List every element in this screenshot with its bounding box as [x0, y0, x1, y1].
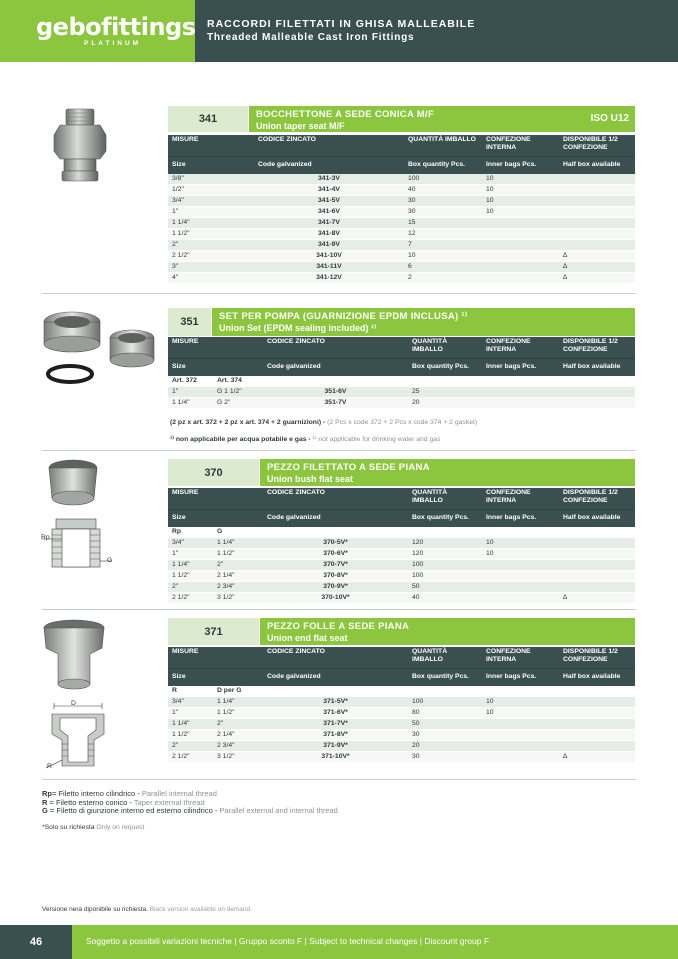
table-row — [168, 218, 635, 229]
article-code-cell: 370-9V* — [263, 582, 408, 593]
thread-label-g: G — [107, 557, 113, 564]
table-cell: 120 — [408, 549, 482, 560]
table-cell — [559, 207, 635, 218]
col-code-it: CODICE ZINCATO — [254, 135, 404, 156]
table-row — [168, 398, 635, 409]
col-inner-it: CONFEZIONE INTERNA — [482, 337, 559, 358]
table-cell: 50 — [408, 719, 482, 730]
union-end-image — [40, 618, 108, 694]
table-row — [168, 229, 635, 240]
divider — [42, 609, 636, 610]
col-half-it: DISPONIBILE 1/2 CONFEZIONE — [559, 647, 635, 668]
table-cell: 40 — [408, 593, 482, 604]
table-cell — [482, 218, 559, 229]
legend-key: Rp — [42, 789, 52, 798]
table-cell: 100 — [408, 571, 482, 582]
subhead-2: G — [213, 527, 263, 538]
legend-english: Parallel external and internal thread — [219, 806, 338, 815]
article-code-cell: 341-7V — [254, 218, 404, 229]
article-code-cell: 371-7V* — [263, 719, 408, 730]
table-cell: 10 — [482, 697, 559, 708]
table-cell: 3 1/2" — [213, 593, 263, 604]
table-cell: 10 — [482, 207, 559, 218]
table-cell: 3" — [168, 262, 254, 273]
table-row — [168, 387, 635, 398]
page-footer — [0, 925, 678, 959]
col-box-it: QUANTITÀ IMBALLO — [408, 488, 482, 509]
table-cell: ∆ — [559, 251, 635, 262]
col-inner-it: CONFEZIONE INTERNA — [482, 647, 559, 668]
set-composition-note — [170, 419, 477, 426]
article-code-cell: 341-6V — [254, 207, 404, 218]
table-cell: ∆ — [559, 262, 635, 273]
col-box-en: Box quantity Pcs. — [404, 156, 482, 174]
article-code-cell: 341-3V — [254, 174, 404, 185]
table-cell: 1 1/4" — [168, 398, 213, 409]
table-cell: 1" — [168, 549, 213, 560]
col-code-en: Code galvanized — [263, 358, 408, 376]
table-row — [168, 560, 635, 571]
table-cell: 80 — [408, 708, 482, 719]
legend-item-g — [42, 807, 338, 816]
table-cell — [559, 229, 635, 240]
thread-label-r: R — [47, 763, 52, 770]
table-cell: 30 — [404, 207, 482, 218]
col-inner-en: Inner bags Pcs. — [482, 358, 559, 376]
note-english: (2 Pcs x code 372 + 2 Pcs x code 374 + 2 gasket) — [327, 419, 478, 426]
table-cell — [482, 752, 559, 763]
brand-logo — [0, 0, 195, 62]
article-code-cell: 370-10V* — [263, 593, 408, 604]
table-cell — [559, 582, 635, 593]
table-cell — [482, 251, 559, 262]
table-cell: 1 1/2" — [213, 549, 263, 560]
table-cell: ∆ — [559, 752, 635, 763]
table-cell: 40 — [404, 185, 482, 196]
spec-table — [168, 135, 635, 284]
table-cell — [482, 741, 559, 752]
col-half-en: Half box available — [559, 509, 635, 527]
section-title-bar — [249, 106, 635, 132]
applicability-note — [170, 435, 440, 443]
table-row — [168, 240, 635, 251]
legend-english: Taper external thread — [133, 797, 205, 807]
table-cell — [559, 174, 635, 185]
table-cell: 10 — [482, 549, 559, 560]
subhead-1: R — [168, 686, 213, 697]
article-code-cell: 371-10V* — [263, 752, 408, 763]
col-size-it: MISURE — [168, 135, 254, 156]
title-english: Union Set (EPDM sealing included) ¹⁾ — [219, 323, 377, 333]
table-cell: 10 — [482, 185, 559, 196]
article-code-cell: 341-8V — [254, 229, 404, 240]
legend-english: Parallel internal thread — [141, 789, 217, 798]
table-cell: 2 1/2" — [168, 251, 254, 262]
table-row — [168, 196, 635, 207]
table-cell: 10 — [482, 538, 559, 549]
article-code-cell: 351-6V — [263, 387, 408, 398]
table-row — [168, 582, 635, 593]
legend-key: R — [42, 797, 48, 807]
col-size-it: MISURE — [168, 647, 263, 668]
table-cell: 12 — [404, 229, 482, 240]
table-row — [168, 719, 635, 730]
col-box-en: Box quantity Pcs. — [408, 509, 482, 527]
legend-italian: = Filetto di giunzione interno ed esterno cilindrico - — [49, 806, 218, 815]
union-bush-image — [44, 458, 102, 510]
article-code-cell: 341-10V — [254, 251, 404, 262]
table-cell: 1 1/2" — [168, 571, 213, 582]
table-row — [168, 273, 635, 284]
table-row — [168, 251, 635, 262]
table-cell: 1" — [168, 387, 213, 398]
title-italian: PEZZO FOLLE A SEDE PIANA — [267, 621, 410, 632]
table-cell: 120 — [408, 538, 482, 549]
col-inner-it: CONFEZIONE INTERNA — [482, 135, 559, 156]
article-code-cell: 371-6V* — [263, 708, 408, 719]
table-cell — [482, 273, 559, 284]
dimension-label-d: D — [71, 700, 76, 707]
table-cell: 10 — [482, 708, 559, 719]
col-code-it: CODICE ZINCATO — [263, 647, 408, 668]
table-row — [168, 741, 635, 752]
col-half-en: Half box available — [559, 156, 635, 174]
divider — [42, 293, 636, 294]
table-cell: ∆ — [559, 273, 635, 284]
title-english: Union taper seat M/F — [256, 121, 345, 131]
article-code: 341 — [168, 106, 248, 132]
table-cell: 1 1/2" — [213, 708, 263, 719]
title-italian: PEZZO FILETTATO A SEDE PIANA — [267, 462, 430, 473]
subhead-1: Rp — [168, 527, 213, 538]
note-english: ¹⁾ not applicable for drinking water and gas — [312, 436, 441, 443]
table-cell — [482, 387, 559, 398]
on-request-note — [42, 824, 144, 833]
table-cell: 1 1/4" — [213, 697, 263, 708]
table-row — [168, 730, 635, 741]
col-box-it: QUANTITÀ IMBALLO — [408, 647, 482, 668]
legend-italian: = Filetto esterno conico - — [49, 797, 132, 807]
table-cell — [482, 229, 559, 240]
table-cell: 20 — [408, 741, 482, 752]
col-inner-en: Inner bags Pcs. — [482, 509, 559, 527]
table-cell: 10 — [404, 251, 482, 262]
page-subtitle: Threaded Malleable Cast Iron Fittings — [207, 32, 415, 43]
logo-text: gebofittings — [36, 13, 196, 41]
table-cell: 1" — [168, 207, 254, 218]
table-row — [168, 262, 635, 273]
table-cell: 50 — [408, 582, 482, 593]
table-row — [168, 708, 635, 719]
union-bush-section-drawing — [40, 515, 116, 581]
table-row — [168, 207, 635, 218]
logo-subtext: PLATINUM — [84, 40, 142, 47]
table-cell — [559, 185, 635, 196]
note-italian: *Solo su richiesta — [42, 824, 95, 831]
article-code-cell: 370-8V* — [263, 571, 408, 582]
article-code-cell: 341-4V — [254, 185, 404, 196]
col-size-en: Size — [168, 668, 263, 686]
table-cell: 2" — [213, 719, 263, 730]
table-cell — [482, 593, 559, 604]
table-cell: 1 1/2" — [168, 730, 213, 741]
spec-table — [168, 337, 635, 409]
subhead-2: Art. 374 — [213, 376, 263, 387]
table-cell: 2" — [213, 560, 263, 571]
article-code-cell: 370-6V* — [263, 549, 408, 560]
iso-code: ISO U12 — [590, 113, 629, 124]
col-half-it: DISPONIBILE 1/2 CONFEZIONE — [559, 337, 635, 358]
table-cell: 30 — [404, 196, 482, 207]
article-code-cell: 341-9V — [254, 240, 404, 251]
table-cell: 2" — [168, 582, 213, 593]
page-title: RACCORDI FILETTATI IN GHISA MALLEABILE — [207, 18, 476, 30]
table-cell: 2 1/4" — [213, 571, 263, 582]
thread-label-rp: Rp — [41, 534, 50, 541]
col-size-en: Size — [168, 358, 263, 376]
table-cell — [482, 730, 559, 741]
table-cell: 2" — [168, 240, 254, 251]
article-code: 370 — [168, 459, 259, 486]
page-number: 46 — [0, 925, 72, 959]
table-cell — [559, 538, 635, 549]
col-box-it: QUANTITÀ IMBALLO — [404, 135, 482, 156]
divider — [42, 450, 636, 451]
col-code-en: Code galvanized — [263, 509, 408, 527]
col-code-it: CODICE ZINCATO — [263, 488, 408, 509]
table-cell: 3/8" — [168, 174, 254, 185]
table-row — [168, 697, 635, 708]
table-cell — [482, 240, 559, 251]
col-box-en: Box quantity Pcs. — [408, 358, 482, 376]
note-english: Only on request — [96, 824, 145, 831]
table-cell: 7 — [404, 240, 482, 251]
table-cell: 1 1/4" — [168, 560, 213, 571]
table-cell: 10 — [482, 174, 559, 185]
section-title-bar — [260, 618, 635, 645]
table-cell: ∆ — [559, 593, 635, 604]
table-cell: 1" — [168, 708, 213, 719]
article-code-cell: 371-5V* — [263, 697, 408, 708]
table-cell: 6 — [404, 262, 482, 273]
table-row — [168, 571, 635, 582]
black-version-note — [42, 906, 252, 913]
table-cell — [559, 387, 635, 398]
subhead-1: Art. 372 — [168, 376, 213, 387]
table-cell: 30 — [408, 752, 482, 763]
table-cell: 4" — [168, 273, 254, 284]
table-cell: 15 — [404, 218, 482, 229]
table-cell: 2 — [404, 273, 482, 284]
col-inner-en: Inner bags Pcs. — [482, 156, 559, 174]
table-cell — [482, 398, 559, 409]
union-taper-seat-image — [46, 105, 122, 185]
note-english: Black version available on demand. — [149, 906, 252, 913]
spec-table — [168, 488, 635, 604]
table-cell — [482, 571, 559, 582]
col-half-it: DISPONIBILE 1/2 CONFEZIONE — [559, 135, 635, 156]
note-italian: (2 pz x art. 372 + 2 pz x art. 374 + 2 guarnizioni) - — [170, 419, 326, 426]
section-title-bar — [260, 459, 635, 486]
article-code: 371 — [168, 618, 259, 645]
table-cell: 3/4" — [168, 538, 213, 549]
table-row — [168, 593, 635, 604]
article-code-cell: 370-5V* — [263, 538, 408, 549]
table-row — [168, 174, 635, 185]
table-cell: 1 1/4" — [213, 538, 263, 549]
footer-disclaimer: Soggetto a possibili variazioni tecniche | Gruppo sconto F | Subject to technical changes | Discount group F — [86, 936, 490, 946]
col-box-it: QUANTITÀ IMBALLO — [408, 337, 482, 358]
table-row — [168, 752, 635, 763]
col-inner-it: CONFEZIONE INTERNA — [482, 488, 559, 509]
union-end-section-drawing — [44, 700, 114, 776]
subhead-2: D per G — [213, 686, 263, 697]
title-english: Union bush flat seat — [267, 474, 354, 484]
table-row — [168, 538, 635, 549]
table-cell: 2 3/4" — [213, 741, 263, 752]
table-cell: 100 — [404, 174, 482, 185]
table-cell: G 2" — [213, 398, 263, 409]
table-cell — [559, 719, 635, 730]
article-code: 351 — [168, 308, 211, 336]
table-cell — [559, 571, 635, 582]
table-cell: 2 1/2" — [168, 593, 213, 604]
table-cell: 20 — [408, 398, 482, 409]
article-code-cell: 341-5V — [254, 196, 404, 207]
table-cell: 3/4" — [168, 697, 213, 708]
table-cell — [482, 582, 559, 593]
note-italian: ¹⁾ non applicabile per acqua potabile e gas - — [170, 436, 311, 443]
size-subheader-row — [168, 527, 635, 538]
table-cell — [559, 730, 635, 741]
union-set-image — [40, 308, 160, 392]
col-half-it: DISPONIBILE 1/2 CONFEZIONE — [559, 488, 635, 509]
table-row — [168, 549, 635, 560]
table-cell: 3 1/2" — [213, 752, 263, 763]
table-cell: 1 1/2" — [168, 229, 254, 240]
col-code-en: Code galvanized — [254, 156, 404, 174]
size-subheader-row — [168, 376, 635, 387]
table-cell — [559, 708, 635, 719]
table-cell — [559, 196, 635, 207]
table-cell: 10 — [482, 196, 559, 207]
legend-italian: = Filetto interno cilindrico - — [52, 789, 140, 798]
col-size-it: MISURE — [168, 488, 263, 509]
legend-key: G — [42, 806, 48, 815]
article-code-cell: 351-7V — [263, 398, 408, 409]
article-code-cell: 371-9V* — [263, 741, 408, 752]
table-cell — [559, 218, 635, 229]
size-subheader-row — [168, 686, 635, 697]
table-cell — [559, 398, 635, 409]
table-cell: G 1 1/2" — [213, 387, 263, 398]
col-size-en: Size — [168, 156, 254, 174]
table-cell: 100 — [408, 697, 482, 708]
article-code-cell: 370-7V* — [263, 560, 408, 571]
table-cell — [482, 262, 559, 273]
table-cell: 100 — [408, 560, 482, 571]
col-size-it: MISURE — [168, 337, 263, 358]
table-cell — [559, 549, 635, 560]
table-cell: 3/4" — [168, 196, 254, 207]
col-code-en: Code galvanized — [263, 668, 408, 686]
table-cell: 1 1/4" — [168, 218, 254, 229]
col-box-en: Box quantity Pcs. — [408, 668, 482, 686]
thread-legend — [42, 790, 338, 816]
page-header — [0, 0, 678, 62]
table-cell — [559, 240, 635, 251]
title-italian: SET PER POMPA (GUARNIZIONE EPDM INCLUSA) ¹⁾ — [219, 311, 468, 322]
table-cell: 1/2" — [168, 185, 254, 196]
section-title-bar — [212, 308, 635, 336]
col-half-en: Half box available — [559, 358, 635, 376]
table-cell — [559, 741, 635, 752]
note-italian: Versione nera diponibile su richiesta. — [42, 906, 148, 913]
spec-table — [168, 647, 635, 763]
table-cell: 25 — [408, 387, 482, 398]
col-half-en: Half box available — [559, 668, 635, 686]
table-cell — [559, 697, 635, 708]
divider — [42, 779, 636, 780]
table-cell: 2" — [168, 741, 213, 752]
table-cell: 2 1/4" — [213, 730, 263, 741]
article-code-cell: 341-12V — [254, 273, 404, 284]
article-code-cell: 371-8V* — [263, 730, 408, 741]
title-english: Union end flat seat — [267, 633, 348, 643]
table-cell: 1 1/4" — [168, 719, 213, 730]
table-cell: 30 — [408, 730, 482, 741]
col-inner-en: Inner bags Pcs. — [482, 668, 559, 686]
col-size-en: Size — [168, 509, 263, 527]
table-row — [168, 185, 635, 196]
title-italian: BOCCHETTONE A SEDE CONICA M/F — [256, 109, 434, 120]
col-code-it: CODICE ZINCATO — [263, 337, 408, 358]
table-cell: 2 3/4" — [213, 582, 263, 593]
article-code-cell: 341-11V — [254, 262, 404, 273]
table-cell — [482, 719, 559, 730]
table-cell — [559, 560, 635, 571]
table-cell — [482, 560, 559, 571]
table-cell: 2 1/2" — [168, 752, 213, 763]
